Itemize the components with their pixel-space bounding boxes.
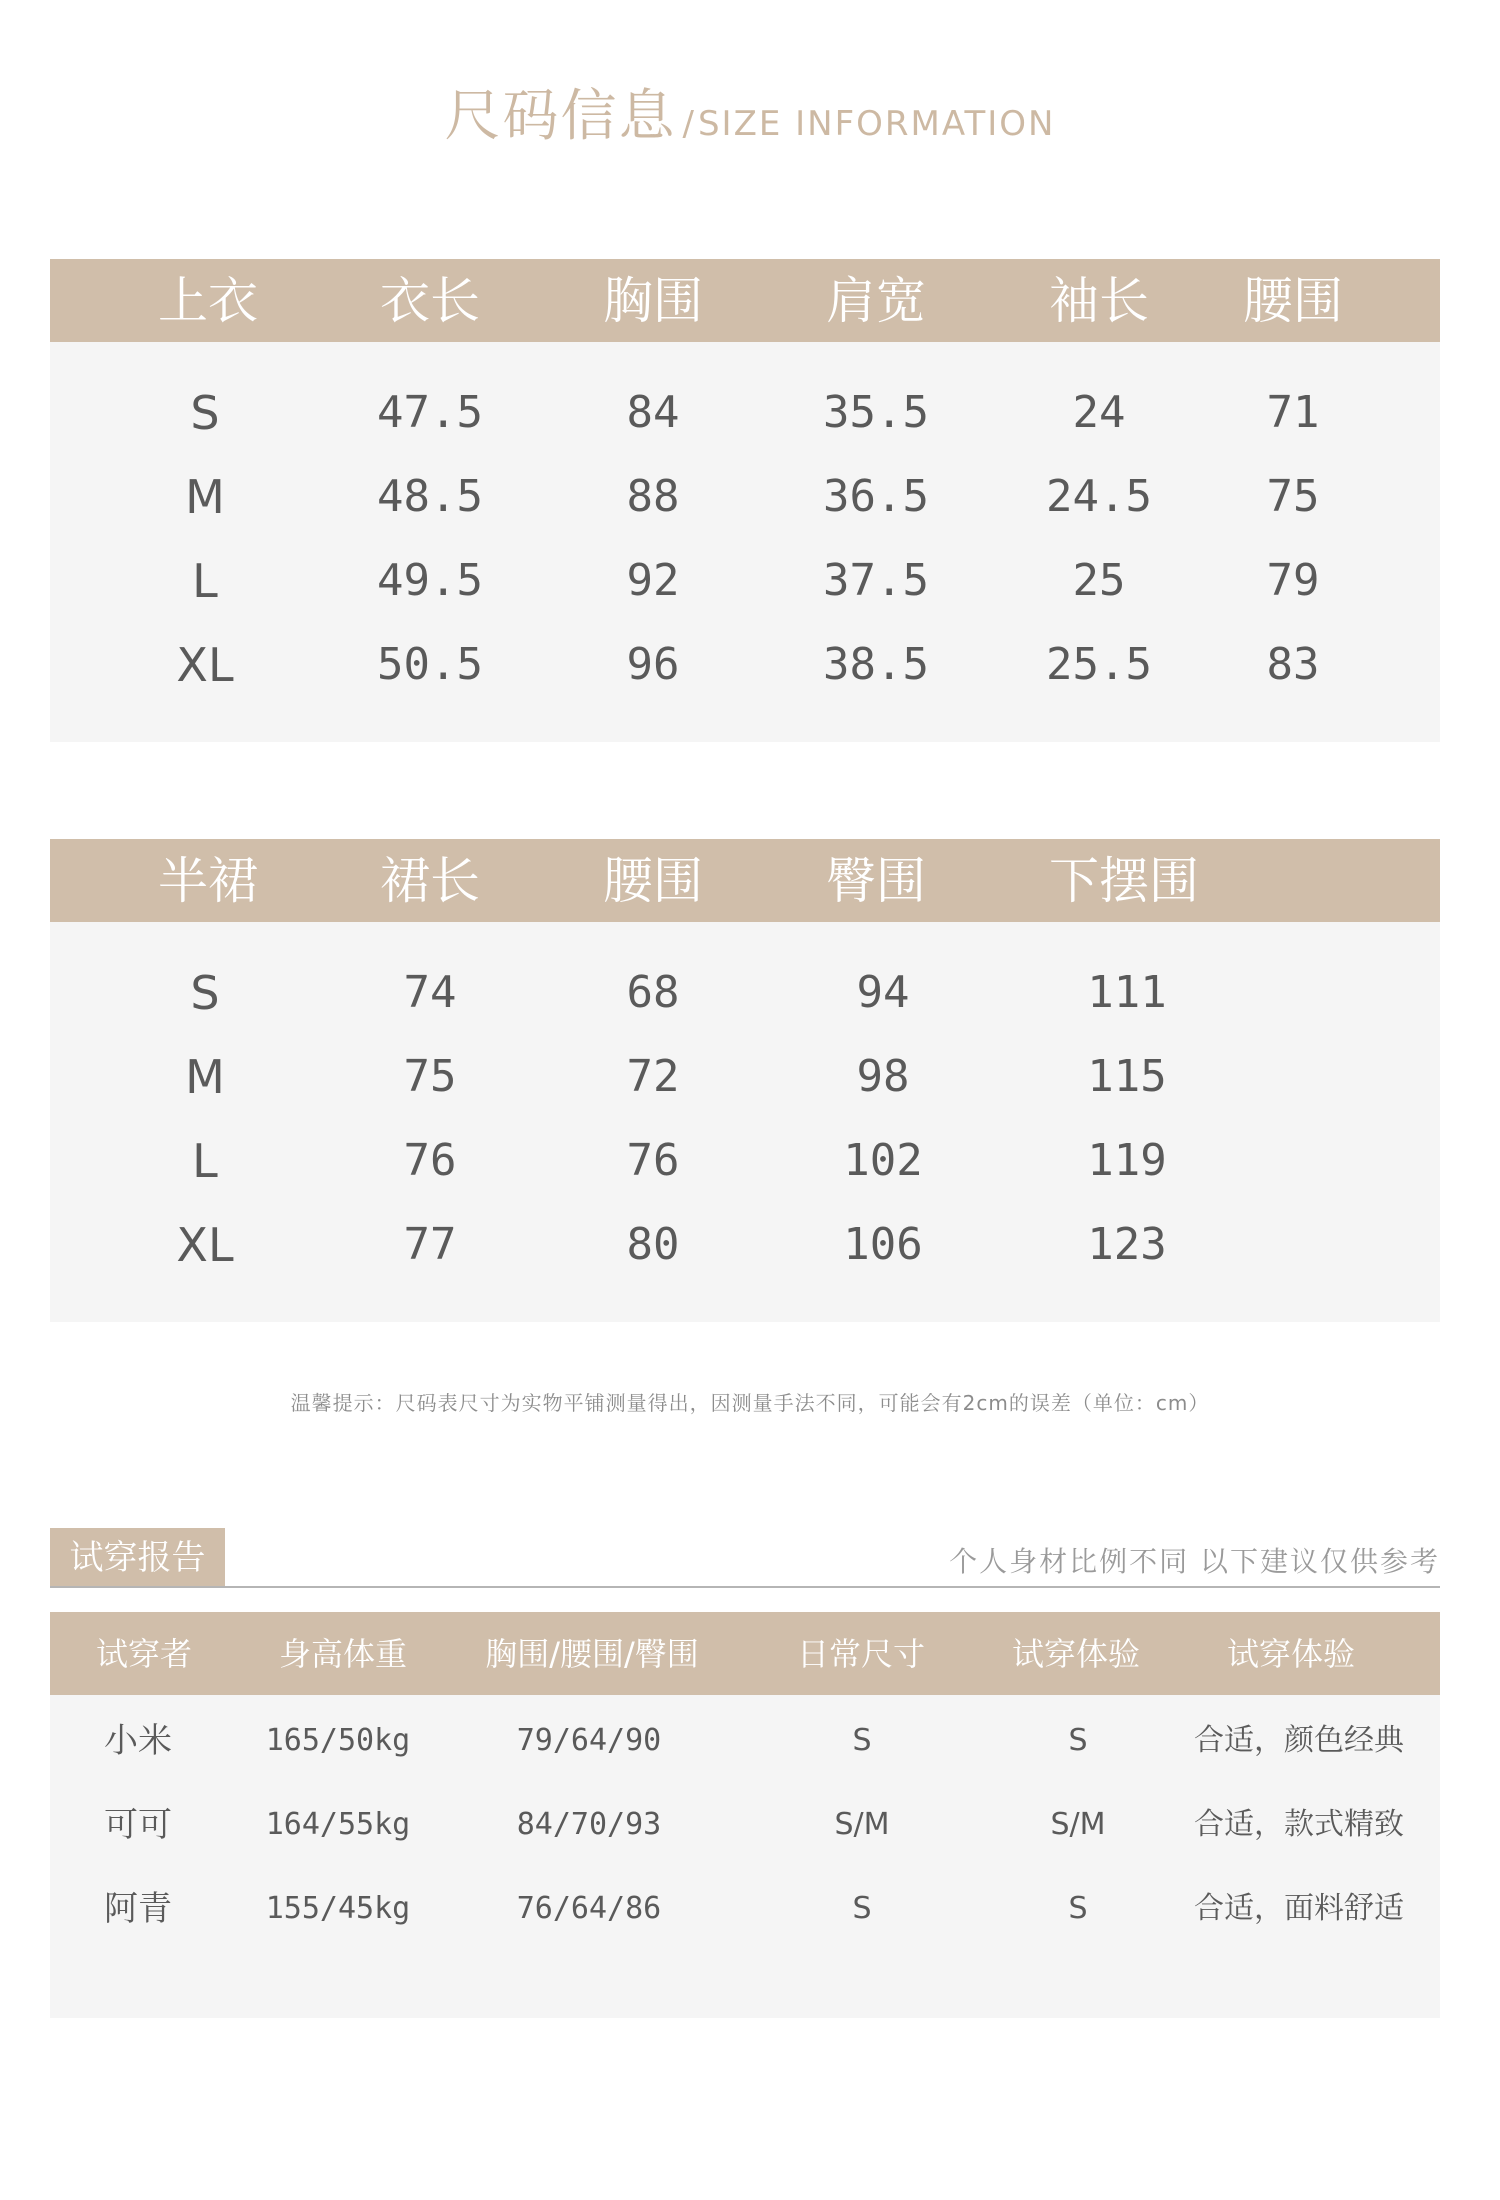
top-header-length: 衣长	[380, 271, 480, 330]
usual-size-cell: S	[852, 1723, 872, 1758]
value-cell: 68	[626, 967, 680, 1018]
size-cell: XL	[176, 638, 234, 692]
value-cell: 38.5	[823, 639, 929, 690]
size-cell: L	[192, 1134, 218, 1188]
value-cell: 96	[626, 639, 680, 690]
measurements-cell: 76/64/86	[516, 1891, 662, 1926]
trial-header-experience: 试穿体验	[1226, 1634, 1356, 1673]
top-header-category: 上衣	[158, 271, 258, 330]
table-row	[50, 623, 1440, 707]
value-cell: 24.5	[1046, 471, 1152, 522]
skirt-header-hip: 臀围	[826, 851, 926, 910]
top-table-header	[50, 259, 1440, 342]
table-row	[50, 951, 1440, 1035]
top-size-table	[50, 259, 1440, 742]
top-header-waist: 腰围	[1243, 271, 1343, 330]
size-cell: S	[190, 386, 220, 440]
value-cell: 80	[626, 1219, 680, 1270]
height-weight-cell: 165/50kg	[265, 1723, 411, 1758]
value-cell: 76	[403, 1135, 457, 1186]
value-cell: 123	[1087, 1219, 1167, 1270]
tester-name: 可可	[104, 1805, 172, 1845]
size-cell: M	[185, 1050, 225, 1104]
value-cell: 77	[403, 1219, 457, 1270]
size-cell: L	[192, 554, 218, 608]
value-cell: 106	[843, 1219, 923, 1270]
value-cell: 50.5	[377, 639, 483, 690]
value-cell: 25	[1072, 555, 1126, 606]
tester-name: 阿青	[104, 1889, 172, 1929]
value-cell: 37.5	[823, 555, 929, 606]
skirt-header-category: 半裙	[158, 851, 258, 910]
value-cell: 76	[626, 1135, 680, 1186]
trial-header-usual-size: 日常尺寸	[796, 1634, 926, 1673]
skirt-header-waist: 腰围	[603, 851, 703, 910]
value-cell: 72	[626, 1051, 680, 1102]
value-cell: 71	[1266, 387, 1320, 438]
table-row	[50, 1119, 1440, 1203]
measurements-cell: 84/70/93	[516, 1807, 662, 1842]
table-row	[50, 1867, 1440, 1951]
trial-size-cell: S	[1068, 1891, 1088, 1926]
value-cell: 102	[843, 1135, 923, 1186]
value-cell: 47.5	[377, 387, 483, 438]
value-cell: 75	[1266, 471, 1320, 522]
trial-header-height-weight: 身高体重	[278, 1634, 408, 1673]
value-cell: 115	[1087, 1051, 1167, 1102]
experience-cell: 合适，款式精致	[1194, 1807, 1404, 1842]
size-cell: S	[190, 966, 220, 1020]
value-cell: 111	[1087, 967, 1167, 1018]
size-cell: XL	[176, 1218, 234, 1272]
value-cell: 25.5	[1046, 639, 1152, 690]
trial-report-hint: 个人身材比例不同 以下建议仅供参考	[949, 1545, 1440, 1578]
value-cell: 48.5	[377, 471, 483, 522]
trial-size-cell: S/M	[1050, 1807, 1106, 1842]
table-row	[50, 1699, 1440, 1783]
skirt-size-table	[50, 839, 1440, 1322]
height-weight-cell: 164/55kg	[265, 1807, 411, 1842]
divider	[50, 1586, 1440, 1588]
height-weight-cell: 155/45kg	[265, 1891, 411, 1926]
top-header-sleeve: 袖长	[1049, 271, 1149, 330]
table-row	[50, 455, 1440, 539]
page-title	[0, 72, 1500, 152]
measurements-cell: 79/64/90	[516, 1723, 662, 1758]
top-header-chest: 胸围	[603, 271, 703, 330]
trial-header-tester: 试穿者	[95, 1634, 193, 1673]
value-cell: 24	[1072, 387, 1126, 438]
value-cell: 92	[626, 555, 680, 606]
value-cell: 83	[1266, 639, 1320, 690]
value-cell: 49.5	[377, 555, 483, 606]
value-cell: 84	[626, 387, 680, 438]
value-cell: 74	[403, 967, 457, 1018]
page-title-separator: /	[682, 104, 694, 144]
usual-size-cell: S	[852, 1891, 872, 1926]
trial-report-header	[50, 1528, 1440, 1588]
skirt-header-hem: 下摆围	[1049, 851, 1199, 910]
trial-header-trial-size: 试穿体验	[1011, 1634, 1141, 1673]
value-cell: 79	[1266, 555, 1320, 606]
value-cell: 119	[1087, 1135, 1167, 1186]
table-row	[50, 1783, 1440, 1867]
skirt-table-header	[50, 839, 1440, 922]
table-row	[50, 1035, 1440, 1119]
skirt-header-length: 裙长	[380, 851, 480, 910]
table-row	[50, 371, 1440, 455]
page-title-en: SIZE INFORMATION	[697, 104, 1056, 144]
trial-report-table	[50, 1612, 1440, 2018]
value-cell: 35.5	[823, 387, 929, 438]
page-title-cn: 尺码信息	[444, 84, 677, 149]
value-cell: 36.5	[823, 471, 929, 522]
trial-header-measurements: 胸围/腰围/臀围	[485, 1634, 699, 1673]
table-row	[50, 539, 1440, 623]
trial-size-cell: S	[1068, 1723, 1088, 1758]
tester-name: 小米	[104, 1721, 172, 1761]
top-header-shoulder: 肩宽	[826, 271, 926, 330]
trial-report-tag: 试穿报告	[50, 1528, 225, 1588]
usual-size-cell: S/M	[834, 1807, 890, 1842]
experience-cell: 合适，面料舒适	[1194, 1891, 1404, 1926]
trial-table-header	[50, 1612, 1440, 1695]
value-cell: 98	[856, 1051, 910, 1102]
experience-cell: 合适，颜色经典	[1194, 1723, 1404, 1758]
value-cell: 75	[403, 1051, 457, 1102]
table-row	[50, 1203, 1440, 1287]
value-cell: 94	[856, 967, 910, 1018]
value-cell: 88	[626, 471, 680, 522]
measurement-notice: 温馨提示：尺码表尺寸为实物平铺测量得出，因测量手法不同，可能会有2cm的误差（单位：cm）	[290, 1391, 1210, 1415]
size-cell: M	[185, 470, 225, 524]
